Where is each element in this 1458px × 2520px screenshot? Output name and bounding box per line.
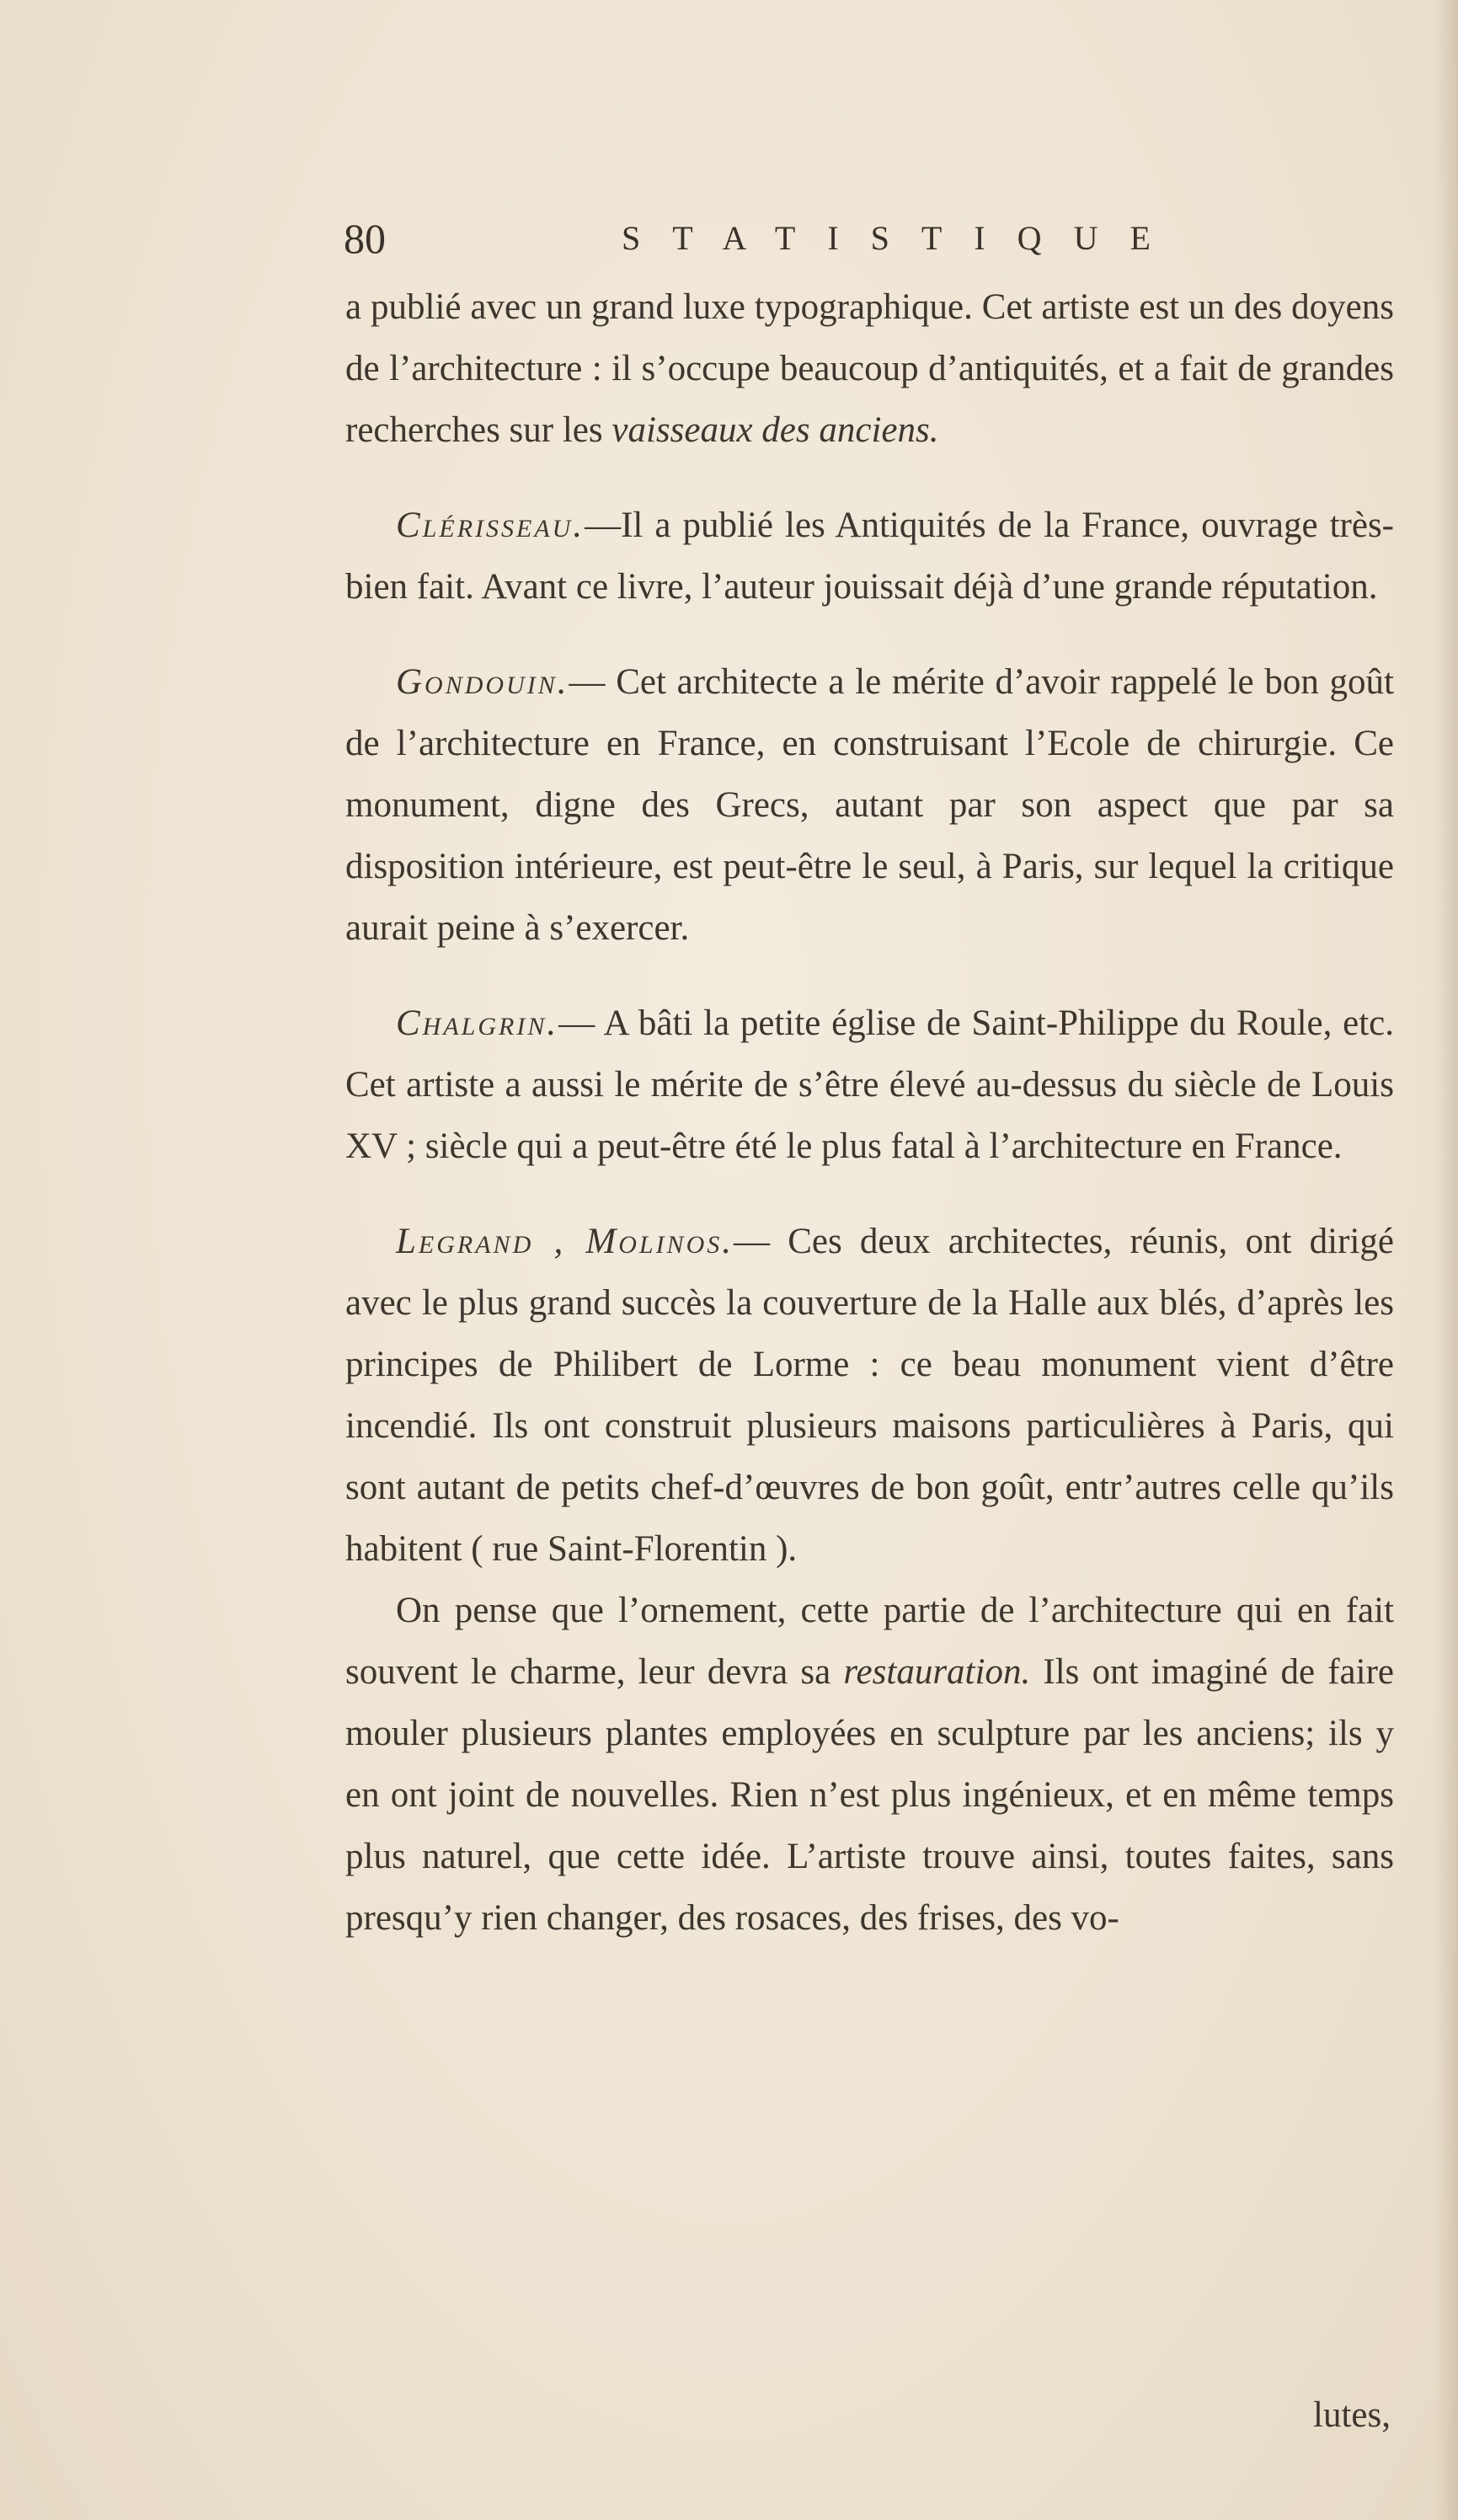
paragraph-text: — Cet architecte a le mérite d’avoir rappelé le bon goût de l’architecture en France, en construisant l’Ecole de chirurgie. Ce monument, digne des Grecs, autant par son aspect que par sa disposition intérieure, est peut-être le seul, à Paris, sur lequel la critique aurait peine à s’exercer. — [345, 662, 1394, 948]
page-header — [344, 209, 1388, 268]
paragraph-text: — A bâti la petite église de Saint-Philippe du Roule, etc. Cet artiste a aussi le mérite de s’être élevé au-dessus du siècle de Louis XV ; siècle qui a peut-être été le plus fatal à l’architecture en France. — [345, 1003, 1394, 1166]
paragraph-legrand-molinos — [345, 1211, 1394, 1580]
paragraph-text: a publié avec un grand luxe typographique. Cet artiste est un des doyens de l’architecture : il s’occupe beaucoup d’antiquités, et a fait de grandes recherches sur les — [345, 287, 1394, 450]
page-number: 80 — [344, 215, 386, 262]
paragraph-text: On pense que l’ornement, cette partie de l’architecture qui en fait souvent le charme, leur devra sa — [345, 1591, 1394, 1692]
paragraph-text: — Ces deux architectes, réunis, ont dirigé avec le plus grand succès la couverture de la Halle aux blés, d’après les principes de Philibert de Lorme : ce beau monument vient d’être incendié. Ils ont construit plusieurs maisons particulières à Paris, qui sont autant de petits chef-d’œuvres de bon goût, entr’autres celle qu’ils habitent ( rue Saint-Florentin ). — [345, 1222, 1394, 1569]
paragraph-text-after: Ils ont imaginé de faire mouler plusieurs plantes employées en sculpture par les anciens; ils y en ont joint de nouvelles. Rien n’est plus ingénieux, et en même temps plus naturel, que cette idée. L’artiste trouve ainsi, toutes faites, sans presqu’y rien changer, des rosaces, des frises, des vo- — [345, 1652, 1394, 1938]
architect-name: Gondouin. — [396, 662, 569, 702]
architect-name: Clérisseau. — [396, 506, 585, 545]
paragraph-text: —Il a publié les Antiquités de la France, ouvrage très-bien fait. Avant ce livre, l’auteur jouissait déjà d’une grande réputation. — [345, 506, 1394, 607]
paragraph-chalgrin — [345, 992, 1394, 1177]
architect-name: Chalgrin. — [396, 1003, 559, 1043]
catchword: lutes, — [1313, 2395, 1391, 2435]
paragraph-clerisseau — [345, 495, 1394, 618]
paragraph-ornement — [345, 1580, 1394, 1949]
running-head: STATISTIQUE — [622, 219, 1183, 257]
paragraph-continuation — [345, 276, 1394, 461]
paragraph-gondouin — [345, 651, 1394, 959]
paragraph-italic-word: restauration. — [843, 1652, 1031, 1692]
paragraph-italic-tail: vaisseaux des anciens. — [612, 410, 939, 450]
body-text — [345, 276, 1394, 1949]
architect-name: Legrand , Molinos. — [396, 1222, 734, 1261]
page-edge-shadow — [1434, 0, 1458, 2520]
